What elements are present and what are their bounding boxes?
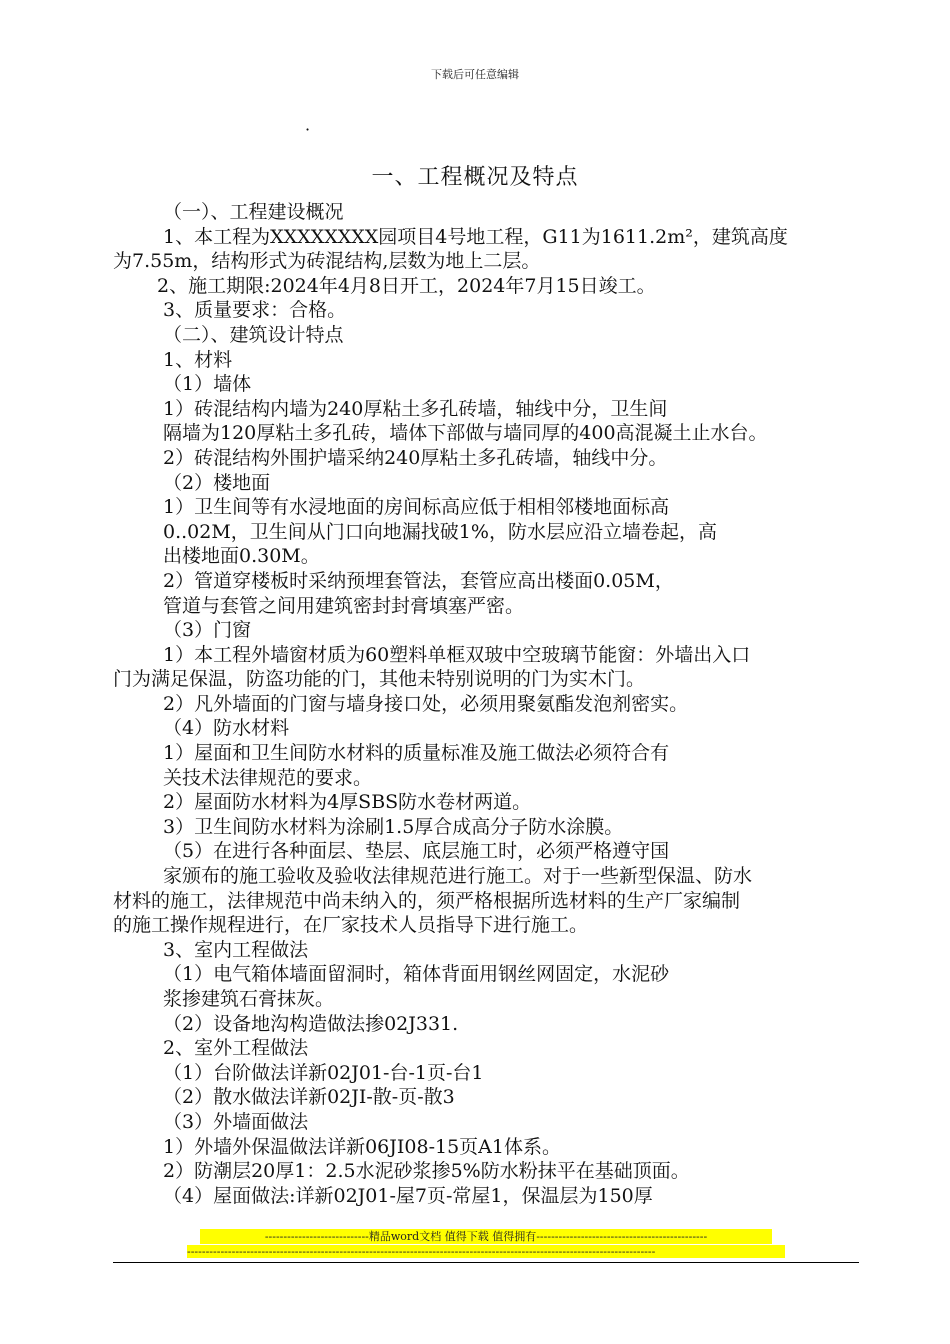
paragraph-line: （2）设备地沟构造做法掺02J331. bbox=[163, 1012, 459, 1035]
paragraph-line: 出楼地面0.30M。 bbox=[163, 545, 320, 568]
paragraph-line: 隔墙为120厚粘土多孔砖，墙体下部做与墙同厚的400高混凝土止水台。 bbox=[163, 422, 768, 445]
footer-banner: ----------------------------精品word文档 值得下载 值得拥有---------------------------------------------- bbox=[200, 1229, 772, 1244]
section-title: 一、工程概况及特点 bbox=[371, 165, 579, 190]
paragraph-line: 1、本工程为XXXXXXXX园项目4号地工程，G11为1611.2m²，建筑高度 bbox=[163, 225, 788, 248]
page-header-note: 下载后可任意编辑 bbox=[431, 68, 519, 81]
paragraph-line: 家颁布的施工验收及验收法律规范进行施工。对于一些新型保温、防水 bbox=[163, 865, 753, 888]
paragraph-line: 关技术法律规范的要求。 bbox=[163, 766, 373, 789]
footer-rule bbox=[113, 1262, 859, 1263]
paragraph-line: 2、室外工程做法 bbox=[163, 1037, 309, 1060]
paragraph-line: 1）外墙外保温做法详新06JI08-15页A1体系。 bbox=[163, 1135, 561, 1158]
paragraph-line: 为7.55m，结构形式为砖混结构,层数为地上二层。 bbox=[113, 250, 541, 273]
subsection-heading: （二）、建筑设计特点 bbox=[163, 323, 344, 346]
paragraph-line: 2）屋面防水材料为4厚SBS防水卷材两道。 bbox=[163, 791, 532, 814]
paragraph-line: （5）在进行各种面层、垫层、底层施工时，必须严格遵守国 bbox=[163, 840, 670, 863]
paragraph-line: 2）管道穿楼板时采纳预埋套管法，套管应高出楼面0.05M， bbox=[163, 569, 674, 592]
paragraph-line: 0..02M，卫生间从门口向地漏找破1%，防水层应沿立墙卷起，高 bbox=[163, 520, 717, 543]
paragraph-line: 门为满足保温，防盗功能的门，其他未特别说明的门为实木门。 bbox=[113, 668, 646, 691]
paragraph-line: 管道与套管之间用建筑密封封膏填塞严密。 bbox=[163, 594, 525, 617]
document-body bbox=[113, 200, 873, 1208]
paragraph-line: （3）门窗 bbox=[163, 619, 252, 642]
paragraph-line: （1）台阶做法详新02J01-台-1页-台1 bbox=[163, 1061, 484, 1084]
paragraph-line: 1）卫生间等有水浸地面的房间标高应低于相相邻楼地面标高 bbox=[163, 496, 670, 519]
paragraph-line: 材料的施工，法律规范中尚未纳入的，须严格根据所选材料的生产厂家编制 bbox=[113, 889, 741, 912]
paragraph-line: （4）防水材料 bbox=[163, 717, 290, 740]
paragraph-line: 1）砖混结构内墙为240厚粘土多孔砖墙，轴线中分，卫生间 bbox=[163, 397, 668, 420]
paragraph-line: （3）外墙面做法 bbox=[163, 1110, 309, 1133]
paragraph-line: 浆掺建筑石膏抹灰。 bbox=[163, 988, 335, 1010]
paragraph-line: 3）卫生间防水材料为涂刷1.5厚合成高分子防水涂膜。 bbox=[163, 815, 624, 838]
paragraph-line: （1）墙体 bbox=[163, 373, 252, 396]
paragraph-line: 2）防潮层20厚1：2.5水泥砂浆掺5%防水粉抹平在基础顶面。 bbox=[163, 1160, 690, 1183]
paragraph-line: 3、室内工程做法 bbox=[163, 938, 309, 961]
paragraph-line: 的施工操作规程进行，在厂家技术人员指导下进行施工。 bbox=[113, 914, 589, 937]
paragraph-line: 1、材料 bbox=[163, 348, 233, 371]
paragraph-line: （4）屋面做法:详新02J01-屋7页-常屋1，保温层为150厚 bbox=[163, 1184, 653, 1207]
bullet-marker: · bbox=[305, 120, 311, 139]
paragraph-line: 3、质量要求：合格。 bbox=[163, 299, 347, 322]
paragraph-line: 2）凡外墙面的门窗与墙身接口处，必须用聚氨酯发泡剂密实。 bbox=[163, 692, 689, 715]
paragraph-line: （1）电气箱体墙面留洞时，箱体背面用钢丝网固定，水泥砂 bbox=[163, 963, 670, 986]
paragraph-line: 2、施工期限:2024年4月8日开工，2024年7月15日竣工。 bbox=[157, 274, 656, 297]
footer-dash-line: ------------------------------------------------------------------------------------------------------------------------------ bbox=[187, 1245, 785, 1258]
paragraph-line: （2）楼地面 bbox=[163, 471, 271, 494]
paragraph-line: 2）砖混结构外围护墙采纳240厚粘土多孔砖墙，轴线中分。 bbox=[163, 446, 668, 469]
paragraph-line: （2）散水做法详新02JI-散-页-散3 bbox=[163, 1086, 455, 1109]
paragraph-line: 1）本工程外墙窗材质为60塑料单框双玻中空玻璃节能窗：外墙出入口 bbox=[163, 643, 751, 666]
paragraph-line: 1）屋面和卫生间防水材料的质量标准及施工做法必须符合有 bbox=[163, 742, 670, 765]
subsection-heading: （一）、工程建设概况 bbox=[163, 201, 344, 223]
